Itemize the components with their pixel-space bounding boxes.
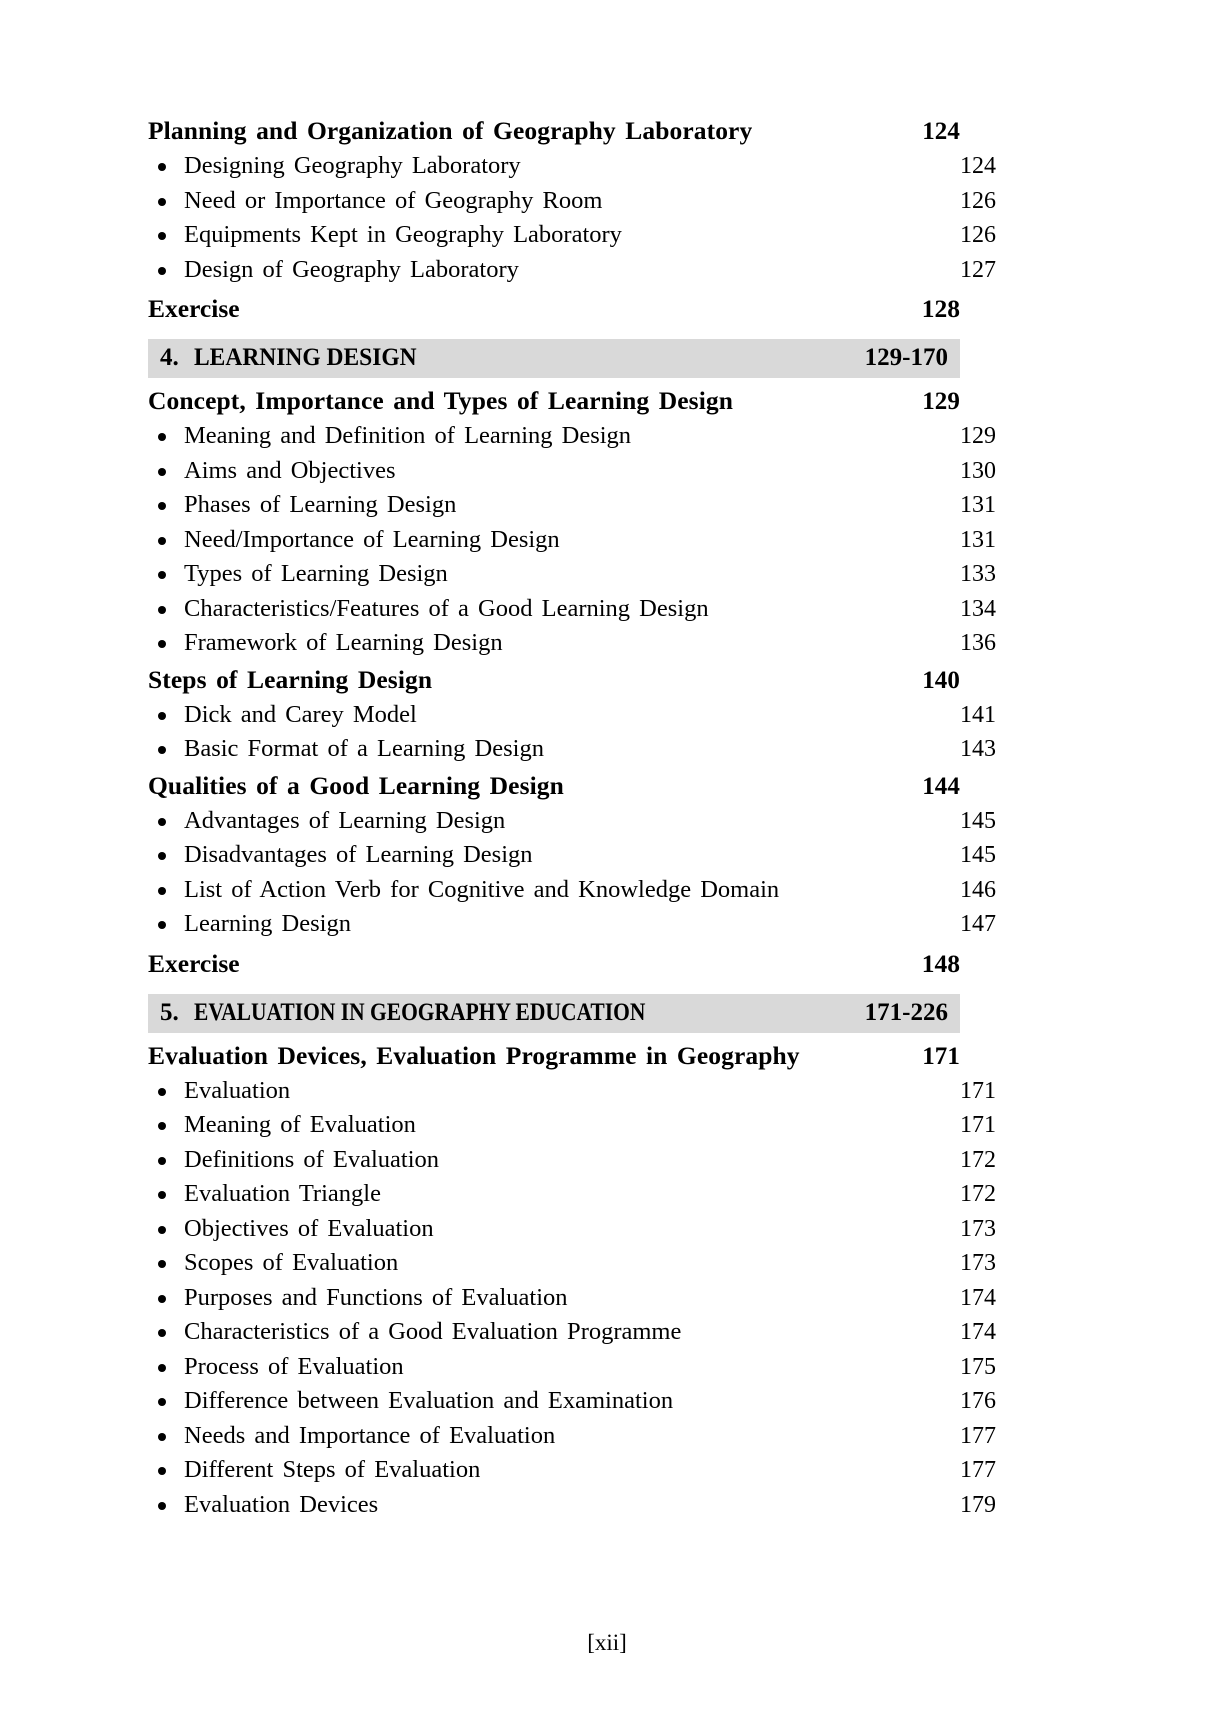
toc-entry-page-number: 173 [960, 1215, 996, 1242]
bullet-icon [158, 1329, 166, 1337]
toc-section-heading[interactable] [148, 114, 960, 149]
toc-entry-page-number: 129 [922, 388, 960, 415]
bullet-icon [158, 1398, 166, 1406]
toc-entry-page-number: 172 [960, 1146, 996, 1173]
toc-entry[interactable] [148, 1246, 996, 1281]
toc-entry-label: Planning and Organization of Geography Laboratory [148, 116, 753, 145]
toc-entry-page-number: 171 [960, 1077, 996, 1104]
toc-entry-label: Evaluation [184, 1076, 291, 1104]
toc-entry-page-number: 127 [960, 256, 996, 283]
toc-section-heading[interactable] [148, 1039, 960, 1074]
bullet-icon [158, 818, 166, 826]
toc-entry-label: Evaluation Devices, Evaluation Programme in Geography [148, 1040, 800, 1070]
toc-entry-page-number: 144 [922, 772, 960, 800]
toc-entry-page-number: 173 [960, 1250, 996, 1276]
chapter-heading[interactable] [148, 994, 960, 1033]
toc-entry-page-number: 147 [960, 911, 996, 937]
bullet-icon [158, 1295, 166, 1303]
table-of-contents [148, 112, 996, 1522]
bullet-icon [158, 163, 166, 171]
toc-entry-page-number: 133 [960, 561, 996, 587]
toc-entry[interactable] [148, 1281, 996, 1316]
toc-entry-page-number: 141 [960, 701, 996, 728]
toc-entry-label: Design of Geography Laboratory [184, 255, 519, 283]
toc-entry-label: Aims and Objectives [184, 456, 396, 484]
bullet-icon [158, 1502, 166, 1510]
toc-entry-page-number: 131 [960, 526, 996, 553]
toc-entry-page-number: 175 [960, 1353, 996, 1380]
toc-section-heading[interactable] [148, 663, 960, 698]
bullet-icon [158, 887, 166, 895]
toc-entry-label: Meaning of Evaluation [184, 1111, 416, 1138]
toc-entry-label: Dick and Carey Model [184, 700, 417, 728]
toc-entry-label: Scopes of Evaluation [184, 1249, 399, 1276]
toc-entry-page-number: 172 [960, 1181, 996, 1207]
toc-entry-label: Evaluation Devices [184, 1490, 379, 1518]
bullet-icon [158, 502, 166, 510]
toc-entry-page-number: 177 [960, 1457, 996, 1483]
toc-entry-label: Need/Importance of Learning Design [184, 525, 560, 553]
toc-entry-label: Evaluation Triangle [184, 1180, 381, 1207]
toc-entry[interactable] [148, 454, 996, 489]
bullet-icon [158, 1467, 166, 1475]
toc-entry-page-number: 171 [960, 1112, 996, 1138]
chapter-title: EVALUATION IN GEOGRAPHY EDUCATION [194, 998, 646, 1026]
toc-entry-label: Designing Geography Laboratory [184, 152, 521, 179]
bullet-icon [158, 571, 166, 579]
toc-entry[interactable] [148, 873, 996, 908]
toc-entry-page-number: 171 [922, 1042, 960, 1070]
bullet-icon [158, 712, 166, 720]
toc-entry-label: Needs and Importance of Evaluation [184, 1421, 556, 1449]
toc-entry[interactable] [148, 1143, 996, 1178]
bullet-icon [158, 468, 166, 476]
bullet-icon [158, 232, 166, 240]
toc-entry-page-number: 130 [960, 457, 996, 484]
chapter-page-range: 171-226 [864, 998, 948, 1026]
chapter-heading[interactable] [148, 339, 960, 378]
toc-entry-label: Concept, Importance and Types of Learning Design [148, 386, 734, 415]
toc-entry[interactable] [148, 1315, 996, 1350]
toc-entry[interactable] [148, 218, 996, 253]
bullet-icon [158, 1260, 166, 1268]
toc-entry[interactable] [148, 488, 996, 523]
toc-entry-page-number: 143 [960, 736, 996, 762]
bullet-icon [158, 1088, 166, 1096]
toc-entry-label: Characteristics/Features of a Good Learning Design [184, 594, 709, 622]
toc-entry-label: Purposes and Functions of Evaluation [184, 1283, 568, 1311]
toc-entry-page-number: 128 [921, 294, 960, 323]
toc-entry-label: Meaning and Definition of Learning Design [184, 422, 632, 449]
bullet-icon [158, 1226, 166, 1234]
toc-exercise-row[interactable] [148, 946, 960, 982]
toc-entry-label: Characteristics of a Good Evaluation Programme [184, 1318, 682, 1345]
bullet-icon [158, 1433, 166, 1441]
toc-entry-page-number: 145 [960, 842, 996, 868]
toc-section-heading[interactable] [148, 769, 960, 804]
toc-entry-label: Disadvantages of Learning Design [184, 841, 533, 868]
bullet-icon [158, 746, 166, 754]
toc-entry-page-number: 129 [960, 423, 996, 449]
toc-entry-label: Difference between Evaluation and Examination [184, 1387, 674, 1414]
bullet-icon [158, 606, 166, 614]
toc-entry[interactable] [148, 1212, 996, 1247]
toc-entry[interactable] [148, 732, 996, 767]
toc-entry-page-number: 148 [921, 948, 960, 978]
chapter-title: LEARNING DESIGN [194, 344, 417, 371]
toc-entry-page-number: 136 [960, 630, 996, 656]
toc-entry-page-number: 174 [960, 1319, 996, 1345]
toc-entry-page-number: 131 [960, 492, 996, 518]
toc-exercise-row[interactable] [148, 291, 960, 327]
toc-entry-label: Exercise [148, 294, 240, 323]
toc-entry-label: Phases of Learning Design [184, 491, 457, 518]
toc-entry-label: Qualities of a Good Learning Design [148, 770, 564, 800]
toc-entry-label: Objectives of Evaluation [184, 1214, 434, 1242]
bullet-icon [158, 1191, 166, 1199]
toc-entry-label: Framework of Learning Design [184, 629, 503, 656]
toc-entry[interactable] [148, 907, 996, 942]
toc-entry-label: List of Action Verb for Cognitive and Knowledge Domain [184, 875, 780, 903]
toc-entry-label: Types of Learning Design [184, 560, 448, 587]
chapter-number: 5. [160, 998, 179, 1026]
toc-entry-label: Equipments Kept in Geography Laboratory [184, 221, 622, 248]
toc-entry-label: Exercise [148, 948, 240, 978]
toc-entry[interactable] [148, 1453, 996, 1488]
toc-entry-page-number: 177 [960, 1422, 996, 1449]
toc-entry[interactable] [148, 838, 996, 873]
bullet-icon [158, 433, 166, 441]
toc-entry[interactable] [148, 698, 996, 733]
toc-entry-page-number: 140 [922, 666, 960, 694]
toc-entry-page-number: 124 [922, 118, 960, 145]
toc-entry-page-number: 134 [960, 595, 996, 622]
toc-entry-label: Need or Importance of Geography Room [184, 186, 603, 214]
toc-entry-page-number: 179 [960, 1491, 996, 1518]
bullet-icon [158, 640, 166, 648]
toc-entry-label: Advantages of Learning Design [184, 806, 506, 834]
toc-entry-page-number: 124 [960, 153, 996, 179]
chapter-page-range: 129-170 [864, 344, 948, 371]
toc-entry[interactable] [148, 804, 996, 839]
page-folio: [xii] [587, 1630, 627, 1655]
toc-section-heading[interactable] [148, 384, 960, 419]
bullet-icon [158, 1157, 166, 1165]
toc-entry[interactable] [148, 184, 996, 219]
bullet-icon [158, 537, 166, 545]
toc-entry[interactable] [148, 419, 996, 454]
toc-entry-label: Different Steps of Evaluation [184, 1456, 481, 1483]
toc-entry[interactable] [148, 523, 996, 558]
bullet-icon [158, 852, 166, 860]
toc-entry-page-number: 176 [960, 1388, 996, 1414]
bullet-icon [158, 1364, 166, 1372]
toc-entry-page-number: 146 [960, 876, 996, 903]
toc-entry[interactable] [148, 1108, 996, 1143]
toc-entry[interactable] [148, 1074, 996, 1109]
toc-entry[interactable] [148, 149, 996, 184]
toc-entry-page-number: 174 [960, 1284, 996, 1311]
toc-entry-page-number: 126 [960, 187, 996, 214]
bullet-icon [158, 198, 166, 206]
bullet-icon [158, 1122, 166, 1130]
toc-entry[interactable] [148, 592, 996, 627]
toc-entry[interactable] [148, 1350, 996, 1385]
chapter-number: 4. [160, 344, 179, 371]
toc-entry[interactable] [148, 253, 996, 288]
toc-entry[interactable] [148, 1177, 996, 1212]
toc-entry-label: Learning Design [184, 910, 351, 937]
toc-entry-label: Steps of Learning Design [148, 664, 433, 694]
toc-entry-label: Basic Format of a Learning Design [184, 735, 544, 762]
toc-entry-label: Process of Evaluation [184, 1352, 404, 1380]
toc-entry[interactable] [148, 557, 996, 592]
bullet-icon [158, 921, 166, 929]
toc-entry[interactable] [148, 1419, 996, 1454]
toc-entry-page-number: 126 [960, 222, 996, 248]
toc-entry-page-number: 145 [960, 807, 996, 834]
toc-entry[interactable] [148, 1488, 996, 1523]
toc-entry[interactable] [148, 626, 996, 661]
bullet-icon [158, 267, 166, 275]
toc-entry-label: Definitions of Evaluation [184, 1145, 440, 1173]
toc-entry[interactable] [148, 1384, 996, 1419]
